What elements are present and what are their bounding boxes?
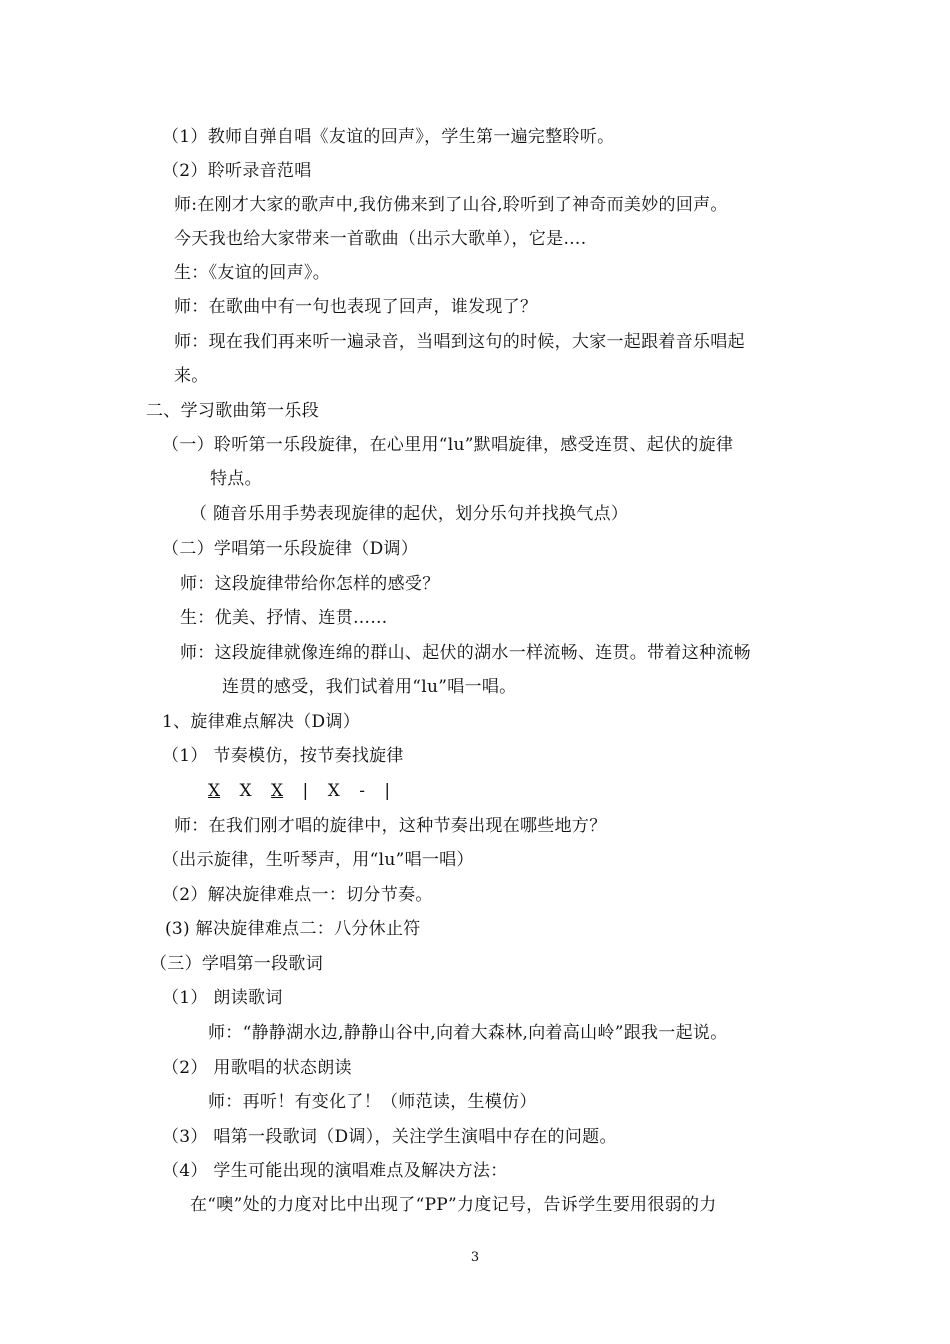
text-line: 特点。 <box>210 469 262 489</box>
text-line: （1） 朗读歌词 <box>162 988 283 1008</box>
rhythm-note: X <box>208 781 221 801</box>
text-line: 师：在歌曲中有一句也表现了回声，谁发现了？ <box>174 297 538 317</box>
text-line: 师：这段旋律带给你怎样的感受？ <box>180 574 440 594</box>
text-line: 在“噢”处的力度对比中出现了“PP”力度记号，告诉学生要用很弱的力 <box>190 1195 717 1215</box>
text-line: 今天我也给大家带来一首歌曲（出示大歌单），它是…. <box>174 229 587 249</box>
text-line: (3) 解决旋律难点二：八分休止符 <box>165 919 421 939</box>
text-line: （3） 唱第一段歌词（D调），关注学生演唱中存在的问题。 <box>162 1127 617 1147</box>
text-line: 1、旋律难点解决（D调） <box>162 712 361 732</box>
rhythm-dash: - <box>359 781 365 801</box>
text-line: （二）学唱第一乐段旋律（D调） <box>162 539 419 559</box>
text-line: 生：《友谊的回声》。 <box>174 263 330 283</box>
text-line: 师：现在我们再来听一遍录音，当唱到这句的时候，大家一起跟着音乐唱起 <box>174 332 745 352</box>
text-line: 师：再听！有变化了！（师范读，生模仿） <box>208 1092 537 1112</box>
page-number: 3 <box>470 1250 480 1265</box>
section-heading: （三）学唱第一段歌词 <box>150 954 323 974</box>
text-line: （出示旋律，生听琴声，用“lu”唱一唱） <box>162 850 474 870</box>
text-line: 连贯的感受，我们试着用“lu”唱一唱。 <box>222 677 517 697</box>
text-line: （1）教师自弹自唱《友谊的回声》，学生第一遍完整聆听。 <box>162 127 615 147</box>
text-line: （2） 用歌唱的状态朗读 <box>162 1058 352 1078</box>
text-line: 师：在我们刚才唱的旋律中，这种节奏出现在哪些地方？ <box>174 816 607 836</box>
text-line: （一）聆听第一乐段旋律，在心里用“lu”默唱旋律，感受连贯、起伏的旋律 <box>162 435 734 455</box>
bar-line: | <box>384 781 391 801</box>
text-line: （1） 节奏模仿，按节奏找旋律 <box>162 746 404 766</box>
rhythm-notation <box>208 780 404 802</box>
section-heading: 二、学习歌曲第一乐段 <box>146 401 319 421</box>
text-line: （2）解决旋律难点一：切分节奏。 <box>162 885 433 905</box>
rhythm-note: X <box>239 781 252 801</box>
bar-line: | <box>302 781 309 801</box>
text-line: 师：“静静湖水边,静静山谷中,向着大森林,向着高山岭”跟我一起说。 <box>208 1023 728 1043</box>
rhythm-note: X <box>271 781 284 801</box>
text-line: 师:在刚才大家的歌声中,我仿佛来到了山谷,聆听到了神奇而美妙的回声。 <box>174 195 728 215</box>
text-line: （2）聆听录音范唱 <box>162 161 312 181</box>
text-line: 师：这段旋律就像连绵的群山、起伏的湖水一样流畅、连贯。带着这种流畅 <box>180 643 751 663</box>
text-line: （4） 学生可能出现的演唱难点及解决方法： <box>162 1161 508 1181</box>
text-line: 来。 <box>174 366 209 386</box>
text-line: （ 随音乐用手势表现旋律的起伏，划分乐句并找换气点） <box>190 504 629 524</box>
text-line: 生：优美、抒情、连贯…… <box>180 608 388 628</box>
rhythm-note: X <box>327 781 340 801</box>
